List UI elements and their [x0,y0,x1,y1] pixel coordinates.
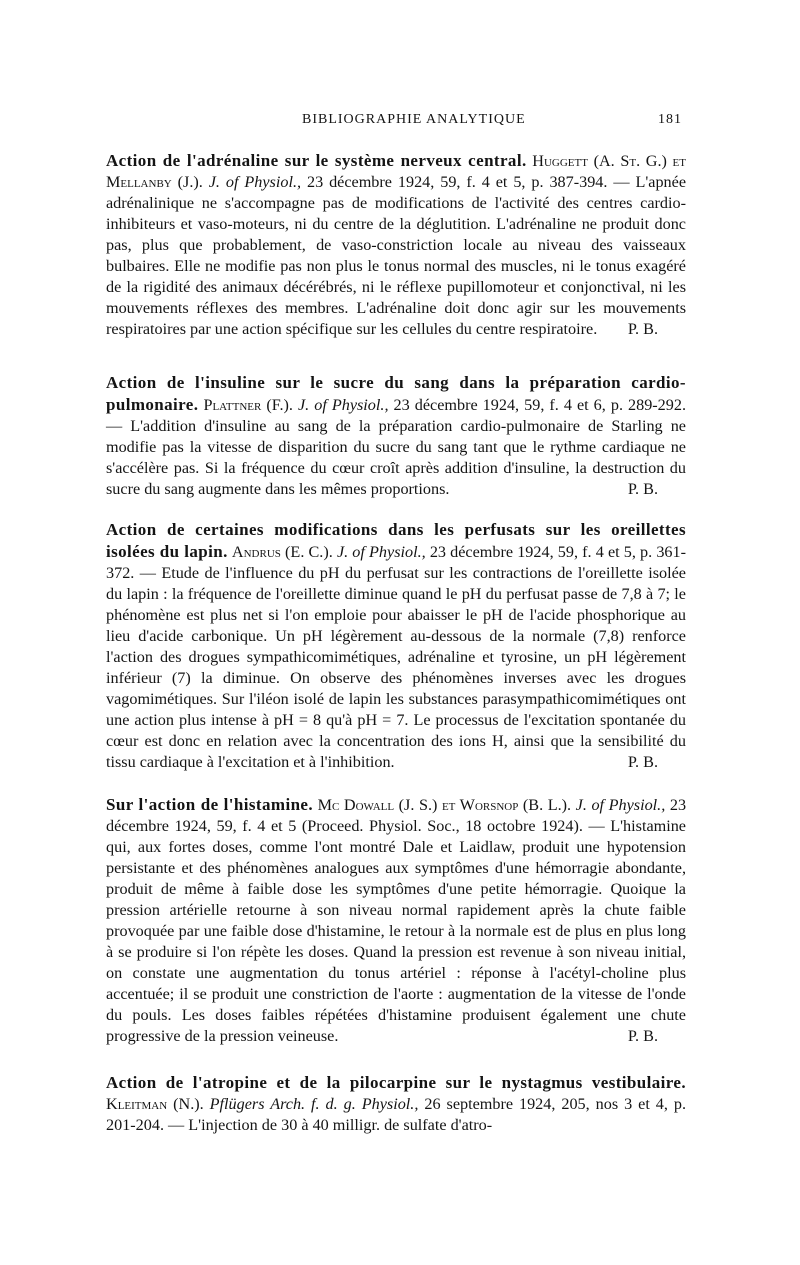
abstract-entry [106,150,686,340]
abstract-entry [106,1072,686,1136]
entry-citation: 26 septembre 1924, 205, nos 3 et 4, p. 201-204. — [106,1095,687,1134]
abstract-entry [106,794,686,1047]
entry-journal: Pflügers Arch. f. d. g. Physiol., [209,1095,419,1113]
entry-body: L'addition d'insuline au sang de la préparation cardio-pulmonaire de Starling ne modifie pas la vitesse de disparition du sucre du sang tant que le rythme cardiaque ne s'accélère pas. Si la fréquence du cœur croît après addition d'insuline, la destruction du sucre du sang augmente dans les mêmes proportions. [106,417,686,498]
entry-journal: J. of Physiol., [575,796,666,814]
entry-signature: P. B. [627,480,658,498]
entry-authors: Andrus (E. C.). [231,543,333,561]
running-title: BIBLIOGRAPHIE ANALYTIQUE [302,112,526,127]
entry-journal: J. of Physiol., [297,396,389,414]
entry-authors: Kleitman (N.). [106,1095,204,1113]
entry-citation: 23 décembre 1924, 59, f. 4 et 5 (Proceed. Physiol. Soc., 18 octobre 1924). — [106,796,687,835]
page-number: 181 [658,112,682,127]
entry-citation: 23 décembre 1924, 59, f. 4 et 5, p. 361-372. — [106,543,686,582]
entry-authors: Plattner (F.). [203,396,293,414]
entry-citation: 23 décembre 1924, 59, f. 4 et 6, p. 289-292. — [106,396,687,435]
entry-title: Action de l'adrénaline sur le système nerveux central. [106,151,527,170]
entry-signature: P. B. [627,753,658,771]
entry-authors: Mc Dowall (J. S.) et Worsnop (B. L.). [317,796,572,814]
entry-title: Sur l'action de l'histamine. [106,795,314,814]
entry-signature: P. B. [627,320,658,338]
entry-title: Action de certaines modifications dans les perfusats sur les oreillettes isolées du lapin. [106,520,686,561]
entry-authors: Huggett (A. St. G.) et Mellanby (J.). [106,152,686,191]
entry-journal: J. of Physiol., [208,173,302,191]
entry-journal: J. of Physiol., [336,543,426,561]
abstract-entry [106,519,686,773]
entry-body: L'injection de 30 à 40 milligr. de sulfate d'atro- [188,1116,493,1134]
entry-body: L'apnée adrénalinique ne s'accompagne pas de modifications de l'activité des centres cardio-inhibiteurs et vaso-moteurs, ni du centre de la déglutition. L'adrénaline ne produit donc pas, plus que probablement, de vaso-constriction locale au niveau des vaisseaux bulbaires. Elle ne modifie pas non plus le tonus normal des muscles, ni le tonus exagéré de la rigidité des animaux décérébrés, ni le réflexe pupillomoteur et conjonctival, ni les mouvements réflexes des membres. L'adrénaline doit donc agir sur les mouvements respiratoires par une action spécifique sur les cellules du centre respiratoire. [106,173,687,338]
entry-citation: 23 décembre 1924, 59, f. 4 et 5, p. 387-394. — [306,173,630,191]
abstract-entry [106,372,686,500]
entry-title: Action de l'atropine et de la pilocarpine sur le nystagmus vestibulaire. [106,1073,686,1092]
entry-title: Action de l'insuline sur le sucre du sang dans la préparation cardio-pulmonaire. [106,373,686,414]
entry-body: Etude de l'influence du pH du perfusat sur les contractions de l'oreillette isolée du lapin : la fréquence de l'oreillette diminue quand le pH du perfusat passe de 7,8 à 7; le phénomène est plus net si l'on emploie pour abaisser le pH de l'acide phosphorique au lieu d'acide carbonique. Un pH légèrement au-dessous de la normale (7,8) renforce l'action des drogues sympathicomimétiques, adrénaline et tyrosine, un pH légèrement inférieur (7) la diminue. On observe des phénomènes inverses avec les drogues vagomimétiques. Sur l'iléon isolé de lapin les substances parasympathicomimétiques ont une action plus intense à pH = 8 qu'à pH = 7. Le processus de l'excitation spontanée du cœur est donc en relation avec la concentration des ions H, ainsi que la sensibilité du tissu cardiaque à l'excitation et à l'inhibition. [106,564,686,771]
page-header [106,108,686,132]
entry-signature: P. B. [627,1027,658,1045]
entry-body: L'histamine qui, aux fortes doses, comme l'ont montré Dale et Laidlaw, produit une hypotension persistante et des phénomènes analogues aux symptômes d'une hémorragie abondante, produit de même à faible dose les symptômes d'une petite hémorragie. Quoique la pression artérielle retourne à son niveau normal rapidement après la chute faible provoquée par une faible dose d'histamine, le retour à la normale est de plus en plus long à se produire si l'on répète les doses. Quand la pression est revenue à son niveau initial, on constate une augmentation du tonus artériel : réponse à l'acétyl-choline plus accentuée; il se produit une constriction de l'aorte : augmentation de la vitesse de l'onde du pouls. Les doses faibles répétées d'histamine produisent également une chute progressive de la pression veineuse. [106,817,686,1045]
